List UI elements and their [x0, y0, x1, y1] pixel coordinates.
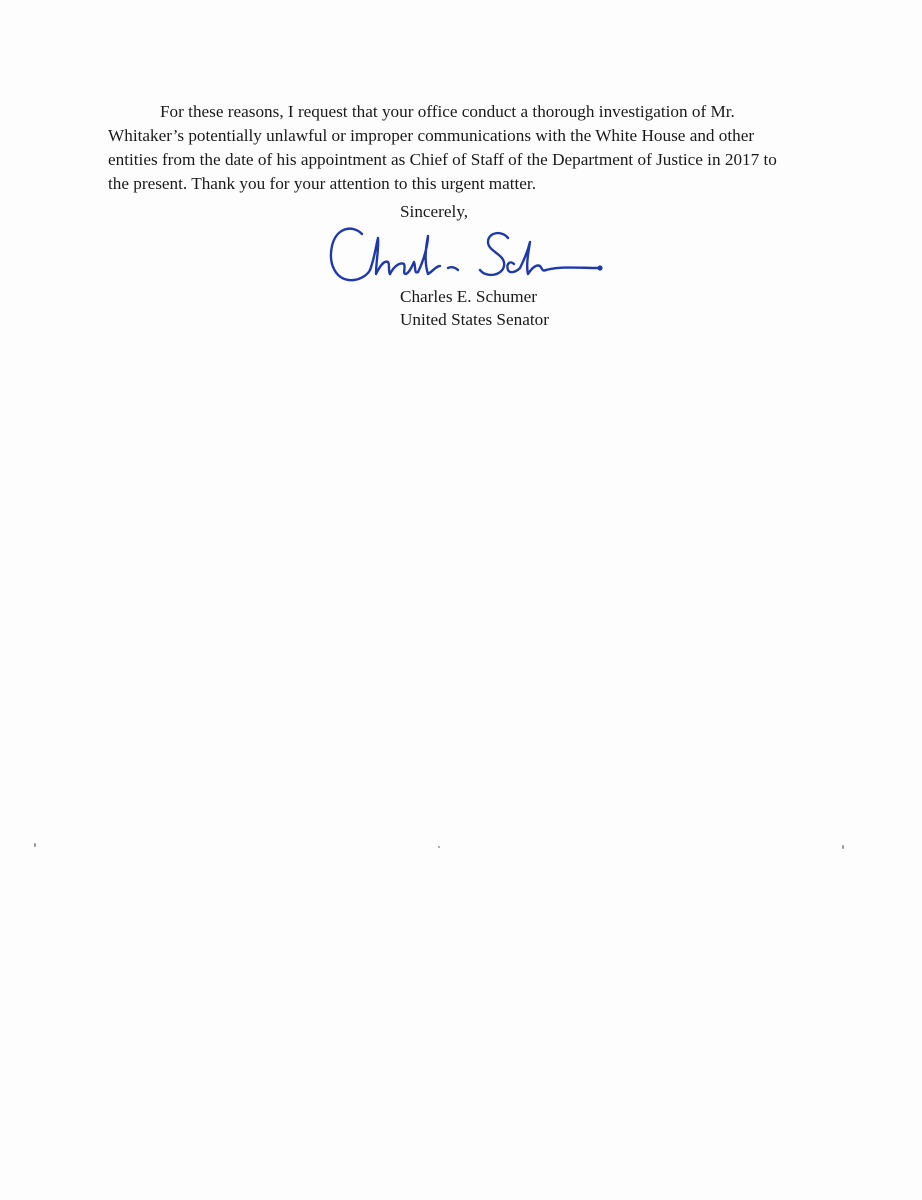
- body-line: entities from the date of his appointment as Chief of Staff of the Department of Justice in 2017 to: [108, 150, 777, 169]
- handwritten-signature: [322, 216, 606, 292]
- signer-name: Charles E. Schumer: [400, 287, 537, 306]
- body-line: For these reasons, I request that your office conduct a thorough investigation of Mr.: [160, 102, 735, 121]
- body-paragraph: [108, 100, 812, 196]
- signer-title: United States Senator: [400, 310, 549, 329]
- closing-salutation: Sincerely,: [400, 202, 469, 221]
- paper-speck: [438, 846, 440, 848]
- body-line: the present. Thank you for your attention to this urgent matter.: [108, 174, 537, 193]
- paper-speck: [34, 843, 36, 847]
- body-line: Whitaker’s potentially unlawful or improper communications with the White House and other: [108, 126, 755, 145]
- paper-speck: [842, 845, 844, 849]
- signer-block: [400, 285, 549, 331]
